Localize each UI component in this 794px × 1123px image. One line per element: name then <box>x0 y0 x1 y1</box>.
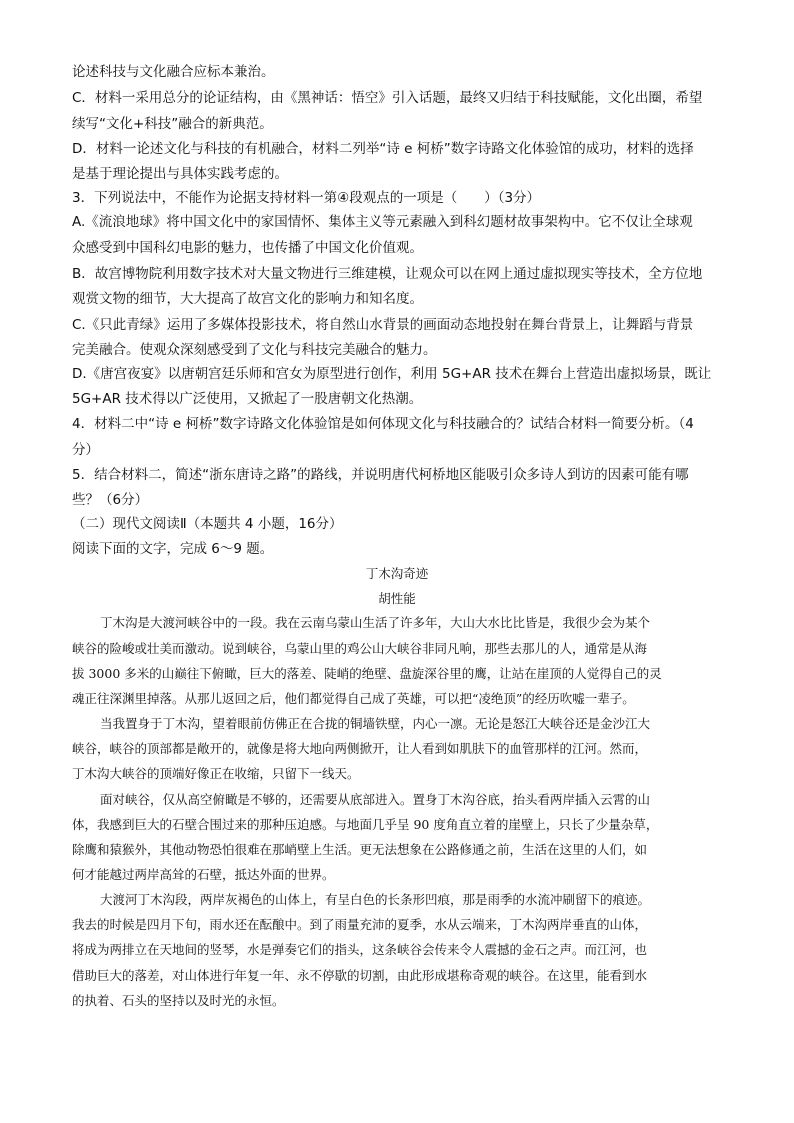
paragraph-line: 大渡河丁木沟段，两岸灰褐色的山体上，有呈白色的长条形凹痕，那是雨季的水流冲刷留下的痕迹。 <box>100 892 651 907</box>
text-line: 续写“文化+科技”融合的新典范。 <box>72 116 273 132</box>
text-line: 观赏文物的细节，大大提高了故宫文化的影响力和知名度。 <box>72 291 423 307</box>
text-line: 是基于理论提出与具体实践考虑的。 <box>72 166 288 182</box>
text-line: 众感受到中国科幻电影的魅力，也传播了中国文化价值观。 <box>72 240 423 256</box>
paragraph-line: 峡谷的险峻或壮美而激动。说到峡谷，乌蒙山里的鸡公山大峡谷非同凡响，那些去那儿的人，通常是从海 <box>72 641 648 656</box>
option-c: C.《只此青绿》运用了多媒体投影技术，将自然山水背景的画面动态地投射在舞台背景上，让舞蹈与背景 <box>72 317 694 333</box>
paragraph-line: 魂正往深渊里掉落。从那儿返回之后，他们都觉得自己成了英雄，可以把“凌绝顶”的经历吹嘘一辈子。 <box>72 691 635 706</box>
text-line: 完美融合。使观众深刻感受到了文化与科技完美融合的魅力。 <box>72 342 437 358</box>
paragraph-line: 除鹰和猿猴外，其他动物恐怕很难在那峭壁上生活。更无法想象在公路修通之前，生活在这里的人们，如 <box>72 842 648 857</box>
paragraph-line: 体，我感到巨大的石壁合围过来的那种压迫感。与地面几乎呈 90 度角直立着的崖壁上，只长了少量杂草， <box>72 817 659 832</box>
paragraph-line: 将成为两排立在天地间的竖琴，水是弹奏它们的指头，这条峡谷会传来令人震撼的金石之声。而江河，也 <box>72 942 648 957</box>
paragraph-line: 面对峡谷，仅从高空俯瞰是不够的，还需要从底部进入。置身丁木沟谷底，抬头看两岸插入云霄的山 <box>100 792 651 807</box>
paragraph-line: 我去的时候是四月下旬，雨水还在酝酿中。到了雨量充沛的夏季，水从云端来，丁木沟两岸垂直的山体， <box>72 917 648 932</box>
option-c: C．材料一采用总分的论证结构，由《黑神话：悟空》引入话题，最终又归结于科技赋能，文化出圈，希望 <box>72 90 703 106</box>
question-3: 3．下列说法中，不能作为论据支持材料一第④段观点的一项是（ ）（3分） <box>72 190 541 206</box>
option-a: A.《流浪地球》将中国文化中的家国情怀、集体主义等元素融入到科幻题材故事架构中。它不仅让全球观 <box>72 214 693 230</box>
option-b: B．故宫博物院利用数字技术对大量文物进行三维建模，让观众可以在网上通过虚拟现实等技术，全方位地 <box>72 266 703 282</box>
text-line: 些？（6分） <box>72 492 149 508</box>
text-line: 论述科技与文化融合应标本兼治。 <box>72 64 275 80</box>
paragraph-line: 何才能越过两岸高耸的石壁，抵达外面的世界。 <box>72 867 335 882</box>
article-title: 丁木沟奇迹 <box>365 566 429 581</box>
article-author: 胡性能 <box>378 591 416 606</box>
text-line: 分） <box>72 442 99 458</box>
instruction: 阅读下面的文字，完成 6～9 题。 <box>72 541 274 557</box>
paragraph-line: 峡谷，峡谷的顶部都是敞开的，就像是将大地向两侧掀开，让人看到如肌肤下的血管那样的江河。然而， <box>72 741 648 756</box>
paragraph-line: 拔 3000 多米的山巅往下俯瞰，巨大的落差、陡峭的绝壁、盘旋深谷里的鹰，让站在崖顶的人觉得自己的灵 <box>72 666 662 681</box>
text-line: 5G+AR 技术得以广泛使用，又掀起了一股唐朝文化热潮。 <box>72 391 423 407</box>
option-d: D.《唐宫夜宴》以唐朝宫廷乐师和宫女为原型进行创作，利用 5G+AR 技术在舞台上营造出虚拟场景，既让 <box>72 366 712 382</box>
paragraph-line: 借助巨大的落差，对山体进行年复一年、永不停歇的切割，由此形成堪称奇观的峡谷。在这里，能看到水 <box>72 968 648 983</box>
paragraph-line: 当我置身于丁木沟，望着眼前仿佛正在合拢的铜墙铁壁，内心一凛。无论是怒江大峡谷还是金沙江大 <box>100 716 651 731</box>
paragraph-line: 的执着、石头的坚持以及时光的永恒。 <box>72 993 285 1008</box>
question-5: 5．结合材料二，简述“浙东唐诗之路”的路线，并说明唐代柯桥地区能吸引众多诗人到访的因素可能有哪 <box>72 467 689 483</box>
question-4: 4．材料二中“诗 e 柯桥”数字诗路文化体验馆是如何体现文化与科技融合的？试结合材料一简要分析。（4 <box>72 416 694 432</box>
paragraph-line: 丁木沟大峡谷的顶端好像正在收缩，只留下一线天。 <box>72 766 360 781</box>
section-heading: （二）现代文阅读Ⅱ（本题共 4 小题，16分） <box>72 516 343 532</box>
paragraph-line: 丁木沟是大渡河峡谷中的一段。我在云南乌蒙山生活了许多年，大山大水比比皆是，我很少会为某个 <box>100 615 651 630</box>
option-d: D．材料一论述文化与科技的有机融合，材料二列举“诗 e 柯桥”数字诗路文化体验馆的成功，材料的选择 <box>72 141 694 157</box>
